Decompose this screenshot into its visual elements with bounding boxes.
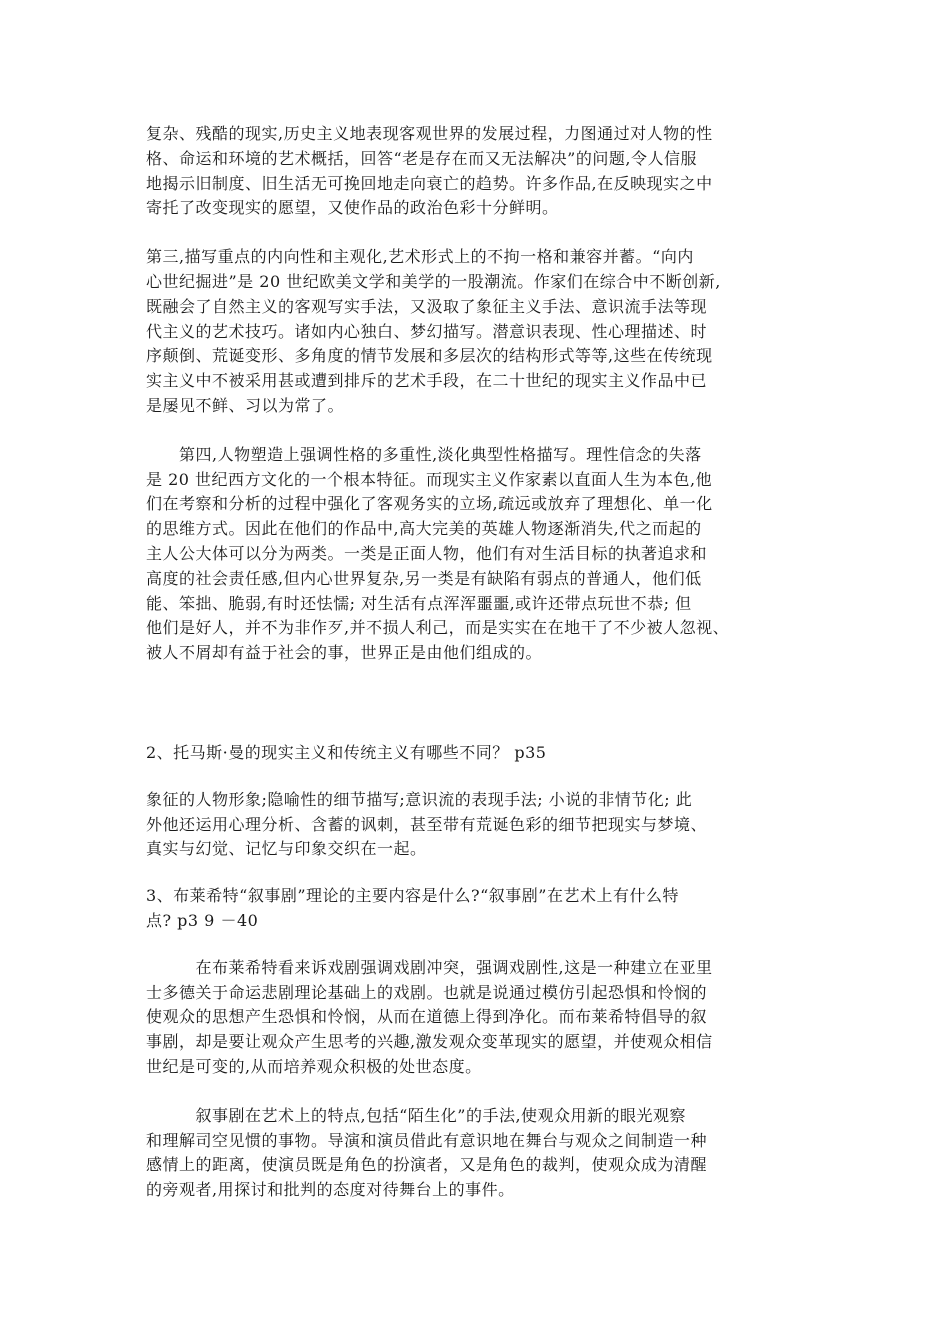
answer-2 (146, 788, 826, 862)
text-line: 地揭示旧制度、旧生活无可挽回地走向衰亡的趋势。许多作品,在反映现实之中 (146, 173, 713, 193)
question-2 (146, 741, 826, 766)
text-line: 感情上的距离，使演员既是角色的扮演者，又是角色的裁判，使观众成为清醒 (146, 1155, 708, 1175)
text-line: 使观众的思想产生恐惧和怜悯，从而在道德上得到净化。而布莱希特倡导的叙 (146, 1007, 708, 1027)
text-line: 第四,人物塑造上强调性格的多重性,淡化典型性格描写。理性信念的失落 (146, 444, 702, 464)
text-line: 士多德关于命运悲剧理论基础上的戏剧。也就是说通过模仿引起恐惧和怜悯的 (146, 982, 708, 1002)
text-line: 心世纪掘进”是 20 世纪欧美文学和美学的一股潮流。作家们在综合中不断创新, (146, 271, 721, 291)
answer-3-paragraph-2 (146, 1104, 826, 1203)
text-line: 的思维方式。因此在他们的作品中,高大完美的英雄人物逐渐消失,代之而起的 (146, 519, 702, 539)
text-line: 格、命运和环境的艺术概括，回答“老是存在而又无法解决”的问题,令人信服 (146, 148, 697, 168)
text-line: 叙事剧在艺术上的特点,包括“陌生化”的手法,使观众用新的眼光观察 (146, 1105, 687, 1125)
paragraph-realism-overview (146, 122, 826, 221)
text-line: 代主义的艺术技巧。诸如内心独白、梦幻描写。潜意识表现、性心理描述、时 (146, 321, 708, 341)
text-line: 们在考察和分析的过程中强化了客观务实的立场,疏远或放弃了理想化、单一化 (146, 494, 713, 514)
answer-3-paragraph-1 (146, 956, 826, 1080)
text-line: 高度的社会责任感,但内心世界复杂,另一类是有缺陷有弱点的普通人，他们低 (146, 568, 702, 588)
text-line: 和理解司空见惯的事物。导演和演员借此有意识地在舞台与观众之间制造一种 (146, 1130, 708, 1150)
question-line: 3、布莱希特“叙事剧”理论的主要内容是什么?“叙事剧”在艺术上有什么特 (146, 886, 679, 906)
text-line: 外他还运用心理分析、含蓄的讽刺，甚至带有荒诞色彩的细节把现实与梦境、 (146, 814, 708, 834)
text-line: 真实与幻觉、记忆与印象交织在一起。 (146, 839, 427, 859)
text-line: 的旁观者,用探讨和批判的态度对待舞台上的事件。 (146, 1180, 515, 1200)
text-line: 是 20 世纪西方文化的一个根本特征。而现实主义作家素以直面人生为本色,他 (146, 469, 713, 489)
text-line: 象征的人物形象;隐喻性的细节描写;意识流的表现手法; 小说的非情节化; 此 (146, 789, 693, 809)
text-line: 他们是好人，并不为非作歹,并不损人利己，而是实实在在地干了不少被人忽视、 (146, 618, 730, 638)
text-line: 被人不屑却有益于社会的事，世界正是由他们组成的。 (146, 643, 543, 663)
text-line: 主人公大体可以分为两类。一类是正面人物，他们有对生活目标的执著追求和 (146, 543, 708, 563)
text-line: 复杂、残酷的现实,历史主义地表现客观世界的发展过程，力图通过对人物的性 (146, 124, 713, 143)
text-line: 序颠倒、荒诞变形、多角度的情节发展和多层次的结构形式等等,这些在传统现 (146, 346, 713, 366)
question-3 (146, 884, 826, 934)
text-line: 实主义中不被采用甚或遭到排斥的艺术手段，在二十世纪的现实主义作品中已 (146, 371, 708, 391)
text-line: 事剧，却是要让观众产生思考的兴趣,激发观众变革现实的愿望，并使观众相信 (146, 1032, 713, 1052)
text-line: 世纪是可变的,从而培养观众积极的处世态度。 (146, 1056, 482, 1076)
paragraph-point-four (146, 443, 826, 666)
text-line: 既融会了自然主义的客观写实手法，又汲取了象征主义手法、意识流手法等现 (146, 296, 708, 316)
paragraph-point-three (146, 245, 826, 419)
text-line: 第三,描写重点的内向性和主观化,艺术形式上的不拘一格和兼容并蓄。“向内 (146, 247, 694, 267)
question-line: 点? p3 9 －40 (146, 910, 259, 930)
document-page (146, 122, 826, 1203)
text-line: 是屡见不鲜、习以为常了。 (146, 395, 345, 415)
text-line: 在布莱希特看来诉戏剧强调戏剧冲突，强调戏剧性,这是一种建立在亚里 (146, 957, 713, 977)
question-line: 2、托马斯·曼的现实主义和传统主义有哪些不同？ p35 (146, 742, 547, 762)
text-line: 能、笨拙、脆弱,有时还怯懦; 对生活有点浑浑噩噩,或许还带点玩世不恭; 但 (146, 593, 692, 613)
text-line: 寄托了改变现实的愿望，又使作品的政治色彩十分鲜明。 (146, 198, 559, 218)
